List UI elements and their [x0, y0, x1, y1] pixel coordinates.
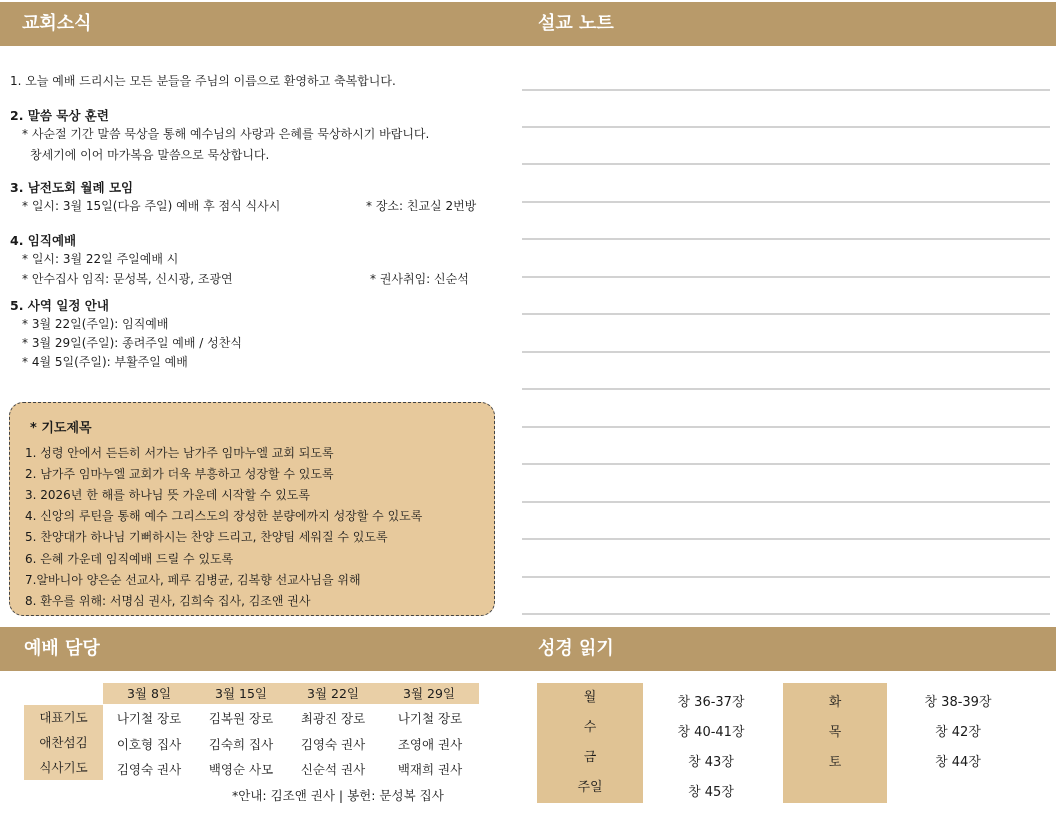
note-line: [522, 238, 1050, 240]
prayer-item: 3. 2026년 한 해를 하나님 뜻 가운데 시작할 수 있도록: [25, 488, 310, 502]
note-line: [522, 388, 1050, 390]
note-line: [522, 126, 1050, 128]
bible-day: 월: [537, 683, 643, 713]
news-item-4-line: * 일시: 3월 22일 주일예배 시: [22, 252, 179, 266]
duty-date: 3월 8일: [103, 683, 195, 704]
duty-cell: 이호형 집사: [116, 737, 182, 752]
duty-note: *안내: 김조앤 권사 | 봉헌: 문성복 집사: [232, 788, 444, 803]
duty-cell: 김복원 장로: [208, 711, 274, 726]
note-line: [522, 576, 1050, 578]
bible-day: 수: [537, 713, 643, 743]
duty-date: 3월 29일: [379, 683, 479, 704]
duty-cell: 나기철 장로: [116, 711, 182, 726]
bible-day: 금: [537, 743, 643, 773]
church-news-header: 교회소식: [0, 2, 524, 46]
bible-chapter: 창 43장: [688, 755, 734, 770]
worship-duty-header: 예배 담당: [0, 627, 524, 671]
news-item-5-heading: 5. 사역 일정 안내: [10, 298, 109, 313]
news-item-4-line: * 안수집사 임직: 문성복, 신시광, 조광연: [22, 272, 233, 286]
bible-reading-header: 성경 읽기: [524, 627, 1056, 671]
prayer-item: 5. 찬양대가 하나님 기뻐하시는 찬양 드리고, 찬양팀 세워질 수 있도록: [25, 530, 388, 544]
note-line: [522, 89, 1050, 91]
duty-cell: 나기철 장로: [397, 711, 463, 726]
prayer-item: 6. 은혜 가운데 임직예배 드릴 수 있도록: [25, 552, 234, 566]
bible-day: 목: [828, 725, 842, 740]
news-item-3-line: * 일시: 3월 15일(다음 주일) 예배 후 점식 식사시: [22, 199, 281, 213]
duty-cell: 백영순 사모: [208, 762, 274, 777]
sermon-notes-header: 설교 노트: [524, 2, 1056, 46]
news-item-4-heading: 4. 임직예배: [10, 233, 77, 248]
note-line: [522, 613, 1050, 615]
prayer-item: 2. 남가주 임마누엘 교회가 더욱 부흥하고 성장할 수 있도록: [25, 467, 334, 481]
duty-date: 3월 22일: [287, 683, 379, 704]
note-line: [522, 276, 1050, 278]
news-item-5-line: * 3월 22일(주일): 임직예배: [22, 317, 169, 331]
news-item-2-line: 창세기에 이어 마가복음 말씀으로 묵상합니다.: [30, 148, 270, 162]
bible-chapter: 창 38-39장: [924, 695, 992, 710]
note-line: [522, 163, 1050, 165]
note-line: [522, 201, 1050, 203]
bible-chapter: 창 42장: [935, 725, 981, 740]
prayer-item: 1. 성령 안에서 든든히 서가는 남가주 임마누엘 교회 되도록: [25, 446, 334, 460]
sermon-note-lines: [522, 52, 1050, 622]
note-line: [522, 351, 1050, 353]
bible-chapter: 창 40-41장: [677, 725, 745, 740]
note-line: [522, 426, 1050, 428]
duty-cell: 김숙희 집사: [208, 737, 274, 752]
duty-cell: 신순석 권사: [300, 762, 366, 777]
news-item-2-heading: 2. 말씀 묵상 훈련: [10, 108, 109, 123]
duty-role: 식사기도: [24, 755, 103, 780]
duty-cell: 백재희 권사: [397, 762, 463, 777]
bible-day: 화: [828, 695, 842, 710]
bible-day: 토: [828, 755, 842, 770]
duty-cell: 조영애 권사: [397, 737, 463, 752]
note-line: [522, 538, 1050, 540]
bible-chapter: 창 44장: [935, 755, 981, 770]
bible-chapter: 창 36-37장: [677, 695, 745, 710]
duty-cell: 최광진 장로: [300, 711, 366, 726]
duty-date: 3월 15일: [195, 683, 287, 704]
prayer-item: 8. 환우를 위해: 서명심 권사, 김희숙 집사, 김조앤 권사: [25, 594, 311, 608]
bible-chapter: 창 45장: [688, 785, 734, 800]
news-item-3-heading: 3. 남전도회 월례 모임: [10, 180, 134, 195]
duty-cell: 김영숙 권사: [300, 737, 366, 752]
bible-day: 주일: [537, 773, 643, 803]
duty-role: 애찬섬김: [24, 730, 103, 755]
news-item-5-line: * 3월 29일(주일): 종려주일 예배 / 성찬식: [22, 336, 242, 350]
prayer-requests-box: [9, 402, 495, 616]
prayer-title: * 기도제목: [30, 421, 92, 436]
news-item-5-line: * 4월 5일(주일): 부활주일 예배: [22, 355, 188, 369]
prayer-item: 7.알바니아 양은순 선교사, 페루 김병균, 김복향 선교사님을 위해: [25, 573, 361, 587]
news-item-2-line: * 사순절 기간 말씀 묵상을 통해 예수님의 사랑과 은혜를 묵상하시기 바랍니다.: [22, 127, 430, 141]
duty-role: 대표기도: [24, 705, 103, 730]
note-line: [522, 501, 1050, 503]
duty-cell: 김영숙 권사: [116, 762, 182, 777]
note-line: [522, 463, 1050, 465]
news-item-3-place: * 장소: 친교실 2번방: [366, 199, 477, 213]
news-item-4-line-b: * 권사취임: 신순석: [370, 272, 469, 286]
news-item-1: 1. 오늘 예배 드리시는 모든 분들을 주님의 이름으로 환영하고 축복합니다.: [10, 74, 396, 88]
note-line: [522, 313, 1050, 315]
prayer-item: 4. 신앙의 루틴을 통해 예수 그리스도의 장성한 분량에까지 성장할 수 있도록: [25, 509, 423, 523]
